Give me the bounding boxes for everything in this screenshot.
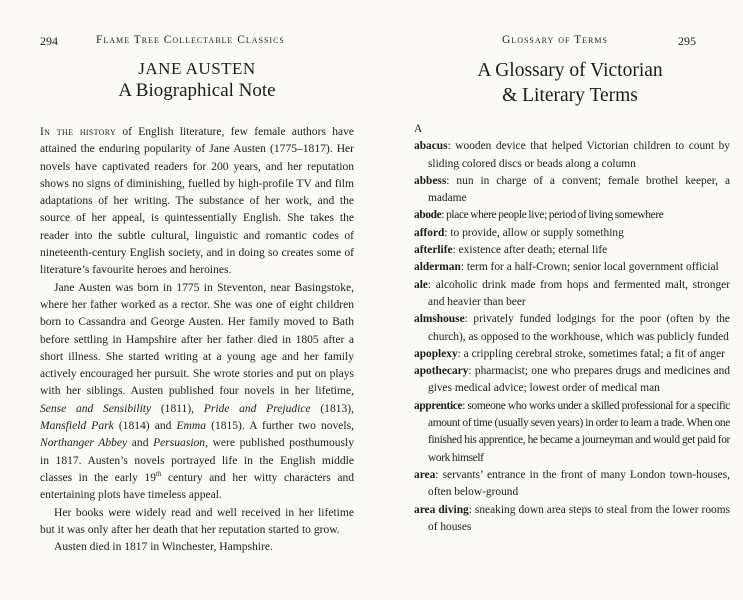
glossary-entry xyxy=(414,311,730,346)
novel-title: Persuasion xyxy=(153,437,206,450)
left-running-head: Flame Tree Collectable Classics xyxy=(96,34,285,46)
glossary-term: almshouse xyxy=(414,313,465,326)
bio-text-run: Jane Austen was born in 1775 in Steventon, near Basingstoke, where her father worked as a rector. She was one of eight children born to Cassandra and George Austen. Her family moved to Bath before settling in Hampshire after her father died in 1805 after a short illness. She started writing at a young age and her family actively encouraged her pursuit. She wrote stories and put on plays with her siblings. Austen published four novels in her lifetime, xyxy=(40,281,354,398)
glossary-term: apoplexy xyxy=(414,347,458,360)
glossary-term: ale xyxy=(414,278,428,291)
glossary-term: area diving xyxy=(414,503,469,516)
glossary-definition: : term for a half-Crown; senior local government official xyxy=(460,261,719,274)
glossary-term: apothecary xyxy=(414,365,469,378)
glossary-term: abacus xyxy=(414,140,448,153)
glossary-definition: : wooden device that helped Victorian children to count by sliding colored discs or beads along a column xyxy=(428,140,730,170)
biography-text xyxy=(40,124,354,556)
novel-title: Pride and Prejudice xyxy=(203,402,311,415)
novel-title: Northanger Abbey xyxy=(40,437,128,450)
glossary-term: alderman xyxy=(414,261,461,274)
bio-paragraph-1-text: of English literature, few female authors have attained the enduring popularity of Jane Austen (1775–1817). Her novels have captivated readers for 200 years, and her reputation shows no signs of diminishing, fuelled by high-profile TV and film adaptations of her writing. The substance of her work, and the source of her appeal, is quintessentially English. She takes the reader into the subtle cultural, linguistic and romantic codes of nineteenth-century English society, and in doing so creates some of literature’s favourite heroes and heroines. xyxy=(40,126,354,277)
glossary-term: abbess xyxy=(414,174,447,187)
biography-title-subtitle: A Biographical Note xyxy=(118,80,276,101)
bio-text-run: (1815). A further two novels, xyxy=(206,420,354,433)
glossary-entry xyxy=(414,242,730,259)
glossary-entry xyxy=(414,207,730,224)
glossary-definition: : someone who works under a skilled professional for a specific amount of time (usually seven years) in order to learn a trade. When one finished his apprentice, he became a journeyman and would get paid for work himself xyxy=(428,399,730,464)
glossary-definition: : pharmacist; one who prepares drugs and medicines and gives medical advice; lowest order of medical man xyxy=(428,365,730,395)
glossary-term: apprentice xyxy=(414,399,463,412)
bio-text-run: , were published posthumously in 1817. Austen’s novels portrayed life in the English middle classes in the early 19 xyxy=(40,437,354,484)
right-running-head: Glossary of Terms xyxy=(502,34,608,46)
glossary-title-line-2: & Literary Terms xyxy=(502,85,638,106)
bio-text-run: (1811), xyxy=(151,402,204,415)
glossary-definition: : place where people live; period of living somewhere xyxy=(441,209,664,222)
glossary-term: area xyxy=(414,468,436,481)
bio-text-run: and xyxy=(127,437,154,450)
left-page-number: 294 xyxy=(40,34,58,48)
glossary-title xyxy=(412,58,728,108)
glossary-title-line-1: A Glossary of Victorian xyxy=(477,60,663,81)
glossary-list xyxy=(414,121,730,536)
biography-title xyxy=(40,58,354,102)
glossary-definition: : servants’ entrance in the front of many London town-houses, often below-ground xyxy=(428,468,730,499)
glossary-definition: : alcoholic drink made from hops and fermented malt, stronger and heavier than beer xyxy=(427,278,730,308)
bio-paragraph-4: Austen died in 1817 in Winchester, Hampshire. xyxy=(54,541,273,554)
glossary-definition: : to provide, allow or supply something xyxy=(444,226,624,239)
right-page-number: 295 xyxy=(678,34,696,48)
bio-paragraph-2 xyxy=(40,280,354,505)
glossary-entry xyxy=(414,225,730,242)
glossary-definition: : privately funded lodgings for the poor (often by the church), as opposed to the workhouse, which was publicly funded xyxy=(428,313,730,343)
glossary-entry xyxy=(414,173,730,208)
glossary-entry xyxy=(414,363,730,398)
bio-paragraph-1 xyxy=(40,124,354,280)
glossary-entry xyxy=(414,502,730,537)
bio-lead-in: In the history xyxy=(40,126,117,138)
glossary-definition: : existence after death; eternal life xyxy=(452,244,608,257)
glossary-definition: : sneaking down area steps to steal from the lower rooms of houses xyxy=(428,503,730,533)
novel-title: Emma xyxy=(176,420,206,433)
bio-text-run: century and her witty characters and entertaining plots have timeless appeal. xyxy=(40,471,355,502)
glossary-definition: : a crippling cerebral stroke, sometimes fatal; a fit of anger xyxy=(457,347,725,360)
glossary-entry xyxy=(414,259,730,276)
bio-paragraph-3: Her books were widely read and well received in her lifetime but it was only after her death that her reputation started to grow. xyxy=(40,506,354,536)
glossary-entry xyxy=(414,138,730,173)
glossary-entry xyxy=(414,398,730,467)
glossary-term: afterlife xyxy=(414,244,453,257)
novel-title: Sense and Sensibility xyxy=(40,402,152,415)
glossary-entry xyxy=(414,277,730,312)
bio-text-run: (1813), xyxy=(310,402,354,415)
ordinal-suffix: th xyxy=(156,470,162,479)
glossary-definition: : nun in charge of a convent; female brothel keeper, a madame xyxy=(428,174,730,205)
glossary-entry xyxy=(414,346,730,363)
novel-title: Mansfield Park xyxy=(40,420,114,433)
glossary-term: afford xyxy=(414,226,445,239)
glossary-entry xyxy=(414,467,730,502)
glossary-section-letter: A xyxy=(414,123,423,135)
bio-text-run: (1814) and xyxy=(113,420,177,433)
biography-title-name: JANE AUSTEN xyxy=(138,59,256,78)
glossary-term: abode xyxy=(414,209,442,222)
right-page xyxy=(372,0,743,600)
